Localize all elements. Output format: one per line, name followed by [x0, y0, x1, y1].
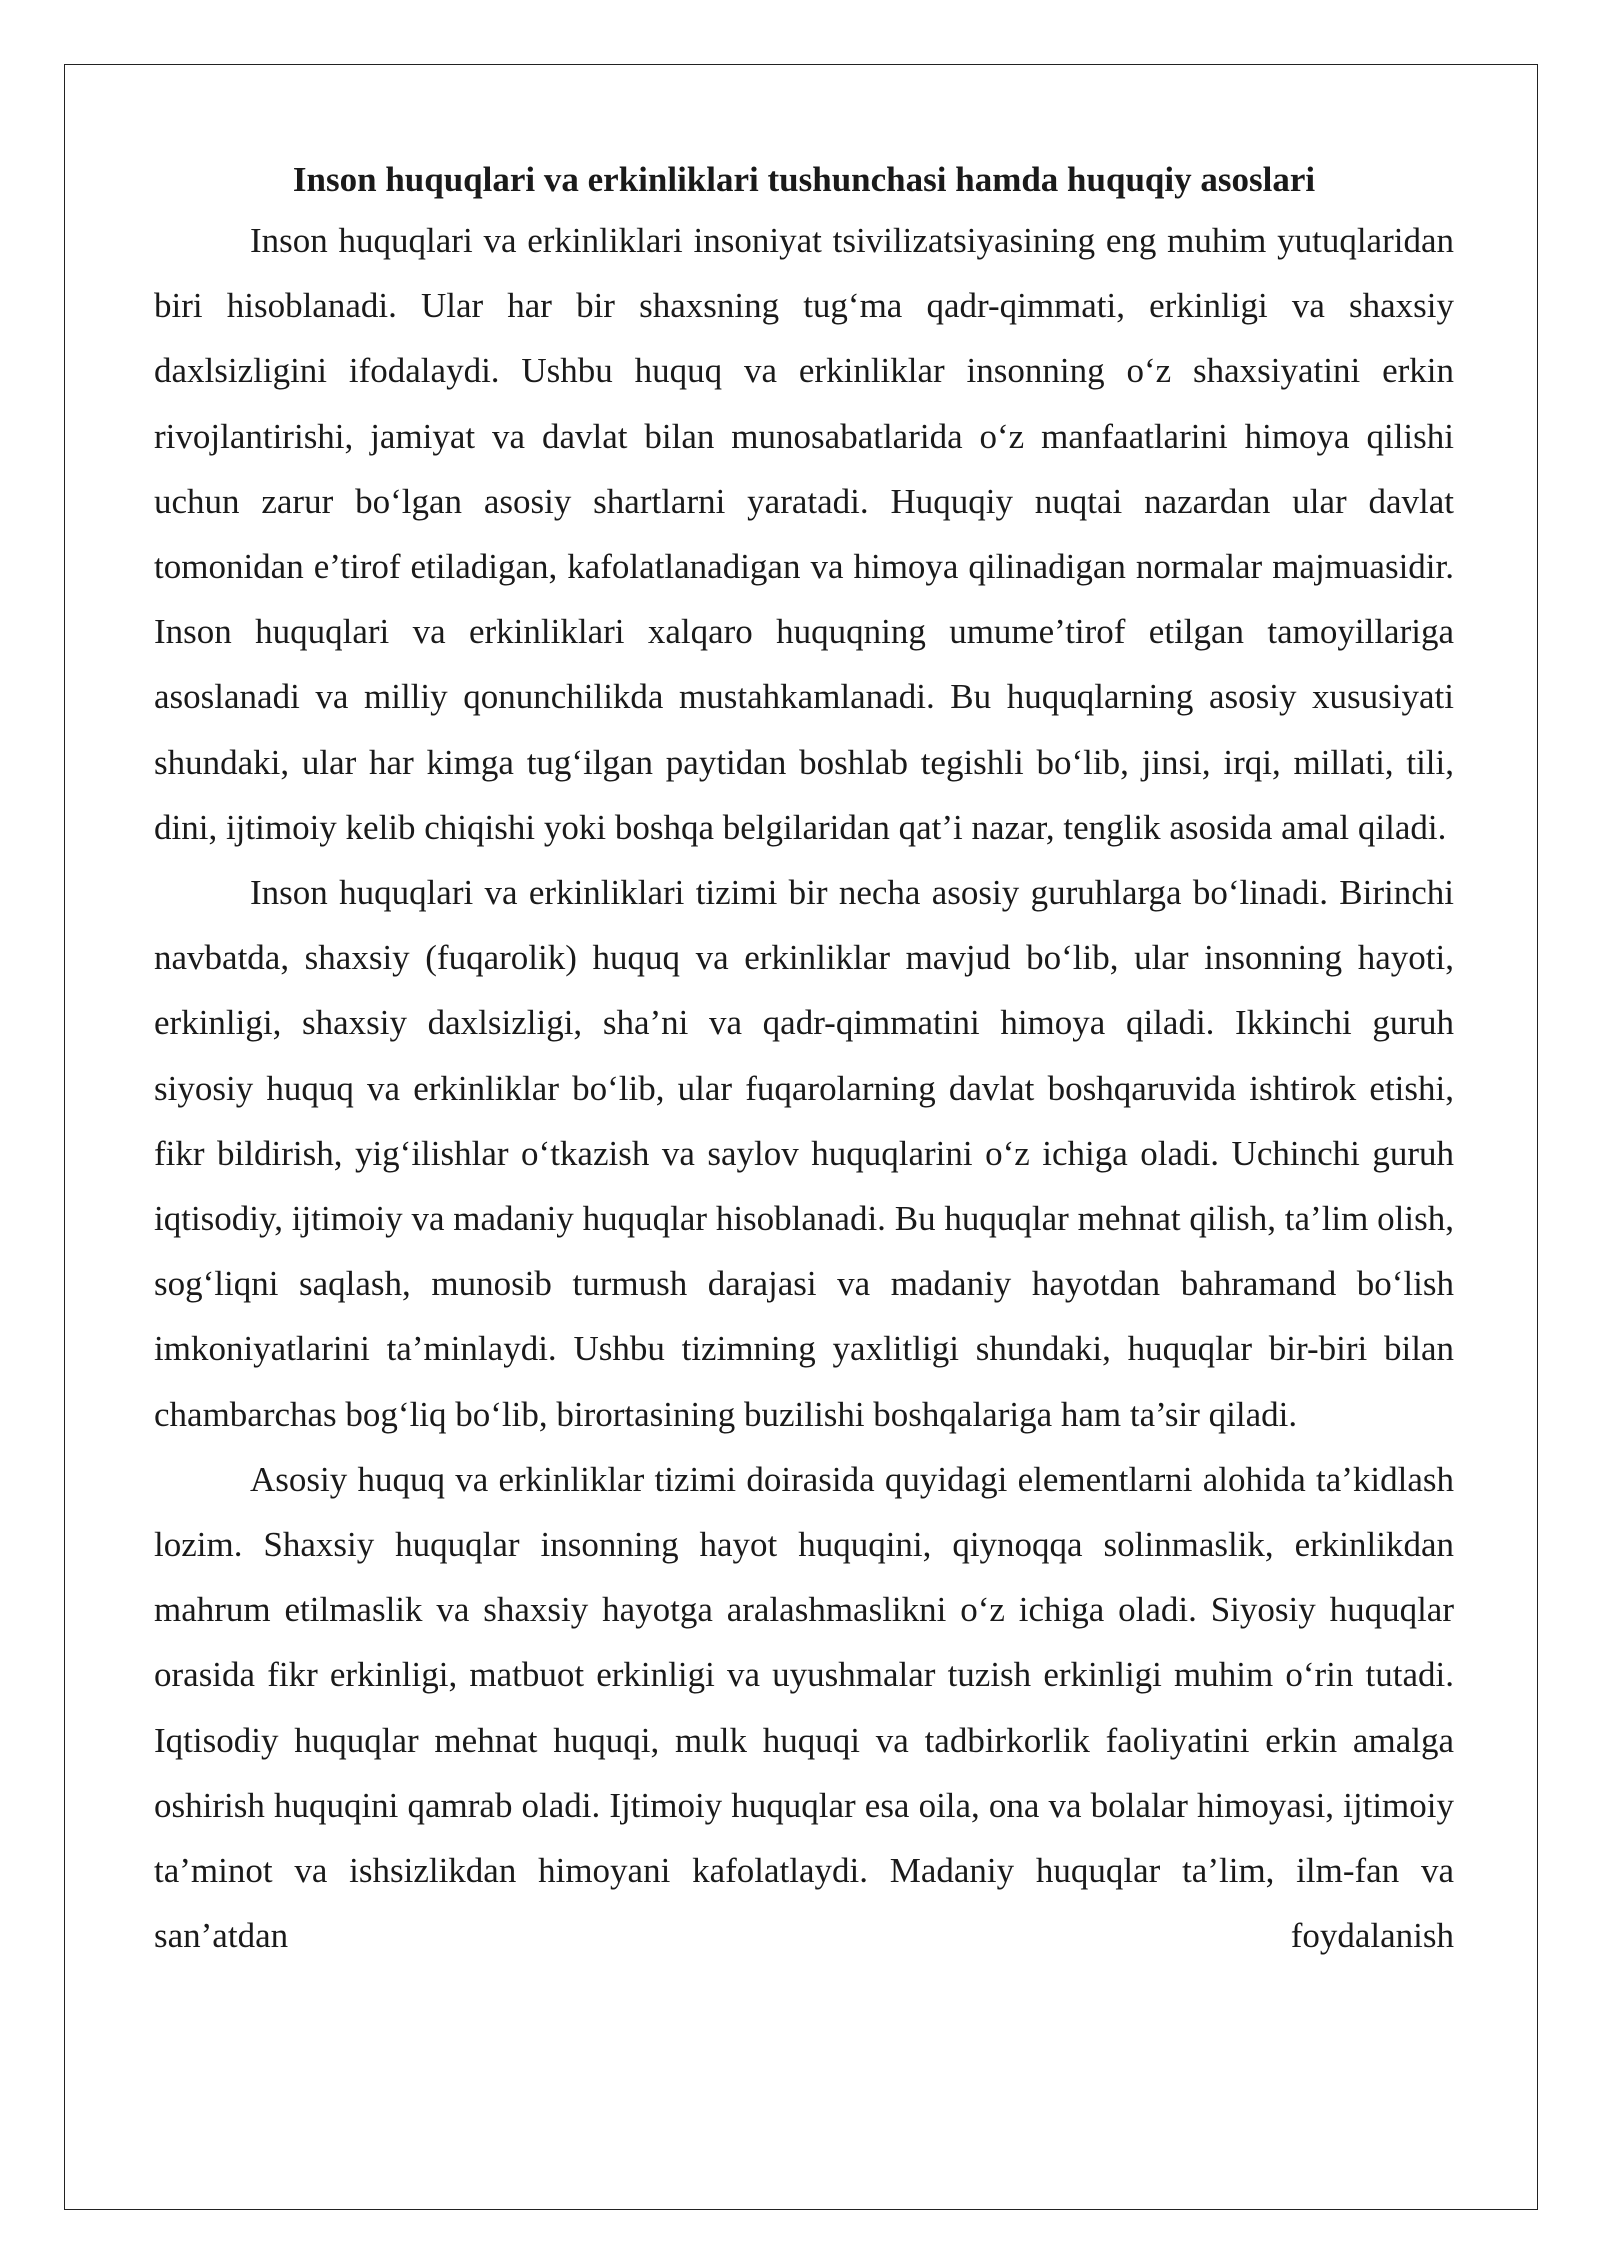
document-title: Inson huquqlari va erkinliklari tushunchasi hamda huquqiy asoslari: [292, 160, 1316, 199]
paragraph-2: Inson huquqlari va erkinliklari tizimi bir necha asosiy guruhlarga bo‘linadi. Birinchi navbatda, shaxsiy (fuqarolik) huquq va erkinliklar mavjud bo‘lib, ular insonning hayoti, erkinligi, shaxsiy daxlsizligi, sha’ni va qadr-qimmatini himoya qiladi. Ikkinchi guruh siyosiy huquq va erkinliklar bo‘lib, ular fuqarolarning davlat boshqaruvida ishtirok etishi, fikr bildirish, yig‘ilishlar o‘tkazish va saylov huquqlarini o‘z ichiga oladi. Uchinchi guruh iqtisodiy, ijtimoiy va madaniy huquqlar hisoblanadi. Bu huquqlar mehnat qilish, ta’lim olish, sog‘liqni saqlash, munosib turmush darajasi va madaniy hayotdan bahramand bo‘lish imkoniyatlarini ta’minlaydi. Ushbu tizimning yaxlitligi shundaki, huquqlar bir-biri bilan chambarchas bog‘liq bo‘lib, birortasining buzilishi boshqalariga ham ta’sir qiladi.: [154, 873, 1454, 1434]
paragraph-1: Inson huquqlari va erkinliklari insoniyat tsivilizatsiyasining eng muhim yutuqlaridan biri hisoblanadi. Ular har bir shaxsning tug‘ma qadr-qimmati, erkinligi va shaxsiy daxlsizligini ifodalaydi. Ushbu huquq va erkinliklar insonning o‘z shaxsiyatini erkin rivojlantirishi, jamiyat va davlat bilan munosabatlarida o‘z manfaatlarini himoya qilishi uchun zarur bo‘lgan asosiy shartlarni yaratadi. Huquqiy nuqtai nazardan ular davlat tomonidan e’tirof etiladigan, kafolatlanadigan va himoya qilinadigan normalar majmuasidir. Inson huquqlari va erkinliklari xalqaro huquqning umume’tirof etilgan tamoyillariga asoslanadi va milliy qonunchilikda mustahkamlanadi. Bu huquqlarning asosiy xususiyati shundaki, ular har kimga tug‘ilgan paytidan boshlab tegishli bo‘lib, jinsi, irqi, millati, tili, dini, ijtimoiy kelib chiqishi yoki boshqa belgilaridan qat’i nazar, tenglik asosida amal qiladi.: [154, 221, 1454, 847]
document-body: [154, 148, 1454, 1968]
paragraph-3: Asosiy huquq va erkinliklar tizimi doirasida quyidagi elementlarni alohida ta’kidlash lozim. Shaxsiy huquqlar insonning hayot huquqini, qiynoqqa solinmaslik, erkinlikdan mahrum etilmaslik va shaxsiy hayotga aralashmaslikni o‘z ichiga oladi. Siyosiy huquqlar orasida fikr erkinligi, matbuot erkinligi va uyushmalar tuzish erkinligi muhim o‘rin tutadi. Iqtisodiy huquqlar mehnat huquqi, mulk huquqi va tadbirkorlik faoliyatini erkin amalga oshirish huquqini qamrab oladi. Ijtimoiy huquqlar esa oila, ona va bolalar himoyasi, ijtimoiy ta’minot va ishsizlikdan himoyani kafolatlaydi. Madaniy huquqlar ta’lim, ilm-fan va san’atdan foydalanish: [154, 1459, 1454, 1956]
